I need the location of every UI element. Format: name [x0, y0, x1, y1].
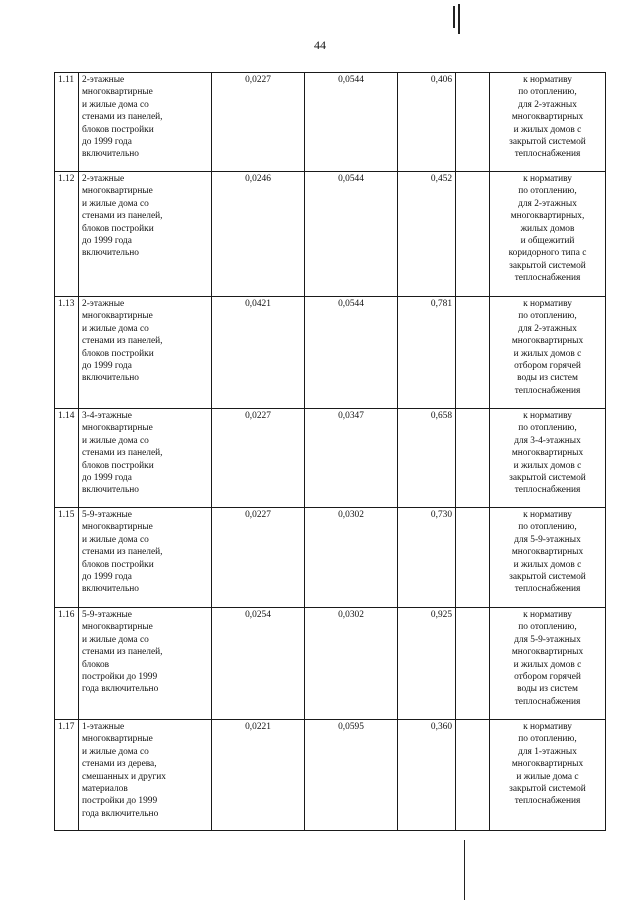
row-number: 1.15: [55, 508, 79, 608]
value-2: 0,0544: [305, 73, 398, 172]
table-row: [55, 73, 606, 172]
empty-cell: [456, 508, 490, 608]
building-description: 5-9-этажные многоквартирные и жилые дома со стенами из панелей, блоков постройки до 1999 года включительно: [79, 508, 212, 608]
row-number: 1.13: [55, 297, 79, 409]
value-3: 0,925: [398, 608, 456, 720]
row-number: 1.11: [55, 73, 79, 172]
empty-cell: [456, 172, 490, 297]
table-row: [55, 172, 606, 297]
scan-artifact-top: [453, 6, 455, 28]
applicability-note: к нормативу по отоплению, для 2-этажных многоквартирных и жилых домов с отбором горячей воды из систем теплоснабжения: [490, 297, 606, 409]
value-1: 0,0227: [212, 508, 305, 608]
value-2: 0,0544: [305, 172, 398, 297]
value-3: 0,781: [398, 297, 456, 409]
value-2: 0,0302: [305, 608, 398, 720]
value-3: 0,406: [398, 73, 456, 172]
value-1: 0,0227: [212, 409, 305, 508]
value-1: 0,0227: [212, 73, 305, 172]
value-3: 0,360: [398, 720, 456, 831]
value-1: 0,0246: [212, 172, 305, 297]
value-3: 0,730: [398, 508, 456, 608]
building-description: 3-4-этажные многоквартирные и жилые дома со стенами из панелей, блоков постройки до 1999 года включительно: [79, 409, 212, 508]
applicability-note: к нормативу по отоплению, для 2-этажных многоквартирных, жилых домов и общежитий коридорного типа с закрытой системой теплоснабжения: [490, 172, 606, 297]
value-2: 0,0595: [305, 720, 398, 831]
table-row: [55, 409, 606, 508]
empty-cell: [456, 73, 490, 172]
value-2: 0,0302: [305, 508, 398, 608]
value-3: 0,658: [398, 409, 456, 508]
value-3: 0,452: [398, 172, 456, 297]
value-1: 0,0421: [212, 297, 305, 409]
table-row: [55, 508, 606, 608]
building-description: 1-этажные многоквартирные и жилые дома со стенами из дерева, смешанных и других материалов постройки до 1999 года включительно: [79, 720, 212, 831]
table-row: [55, 297, 606, 409]
building-description: 2-этажные многоквартирные и жилые дома со стенами из панелей, блоков постройки до 1999 года включительно: [79, 73, 212, 172]
empty-cell: [456, 409, 490, 508]
scan-artifact-bottom: [464, 840, 465, 900]
row-number: 1.16: [55, 608, 79, 720]
row-number: 1.12: [55, 172, 79, 297]
table-row: [55, 608, 606, 720]
applicability-note: к нормативу по отоплению, для 1-этажных многоквартирных и жилые дома с закрытой системой теплоснабжения: [490, 720, 606, 831]
row-number: 1.14: [55, 409, 79, 508]
building-description: 5-9-этажные многоквартирные и жилые дома со стенами из панелей, блоков постройки до 1999 года включительно: [79, 608, 212, 720]
applicability-note: к нормативу по отоплению, для 5-9-этажных многоквартирных и жилых домов с отбором горячей воды из систем теплоснабжения: [490, 608, 606, 720]
row-number: 1.17: [55, 720, 79, 831]
value-1: 0,0221: [212, 720, 305, 831]
value-2: 0,0544: [305, 297, 398, 409]
norm-table: [54, 72, 606, 831]
applicability-note: к нормативу по отоплению, для 2-этажных многоквартирных и жилых домов с закрытой системой теплоснабжения: [490, 73, 606, 172]
value-2: 0,0347: [305, 409, 398, 508]
empty-cell: [456, 297, 490, 409]
value-1: 0,0254: [212, 608, 305, 720]
building-description: 2-этажные многоквартирные и жилые дома со стенами из панелей, блоков постройки до 1999 года включительно: [79, 297, 212, 409]
applicability-note: к нормативу по отоплению, для 5-9-этажных многоквартирных и жилых домов с закрытой системой теплоснабжения: [490, 508, 606, 608]
table-row: [55, 720, 606, 831]
scan-artifact-top-2: [458, 4, 460, 34]
empty-cell: [456, 720, 490, 831]
empty-cell: [456, 608, 490, 720]
building-description: 2-этажные многоквартирные и жилые дома со стенами из панелей, блоков постройки до 1999 года включительно: [79, 172, 212, 297]
applicability-note: к нормативу по отоплению, для 3-4-этажных многоквартирных и жилых домов с закрытой системой теплоснабжения: [490, 409, 606, 508]
page-number: 44: [314, 38, 326, 52]
